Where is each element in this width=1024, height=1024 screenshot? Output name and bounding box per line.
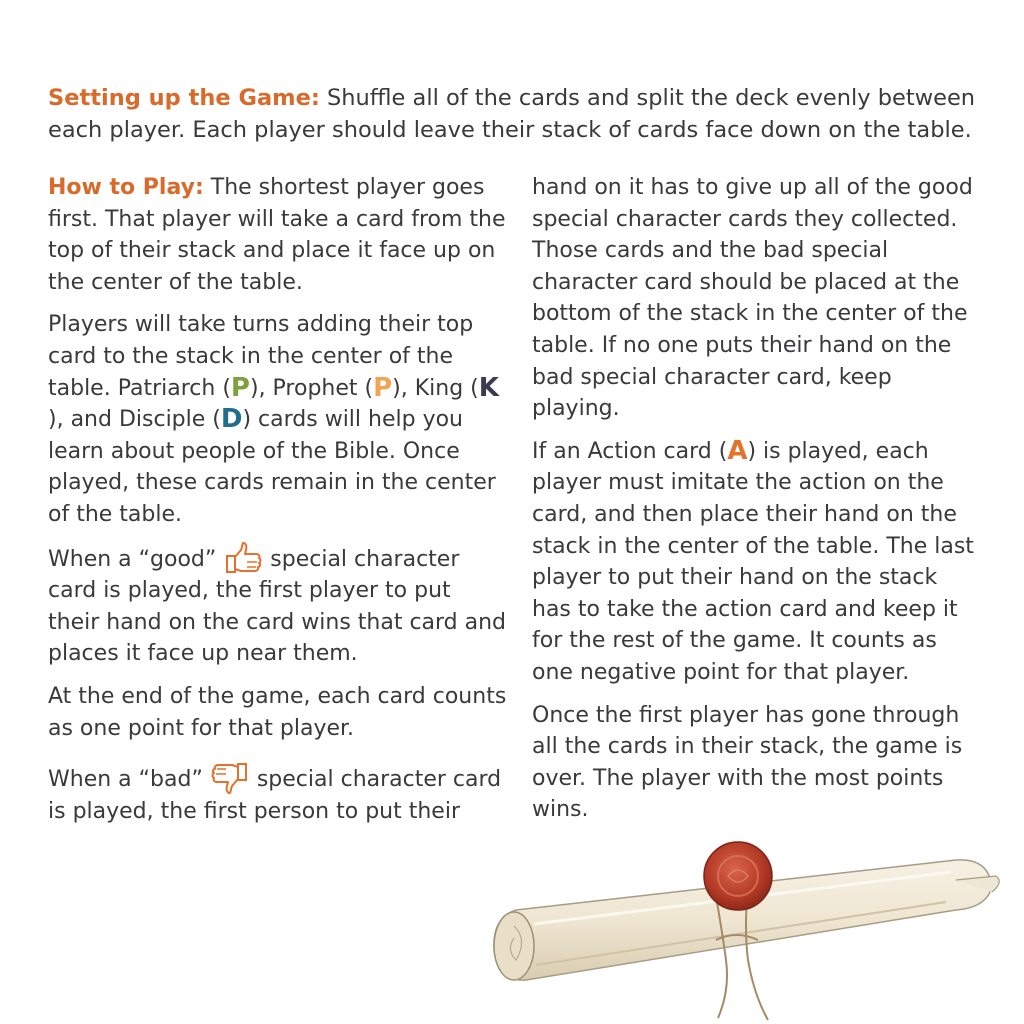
bad-card-paragraph xyxy=(48,762,508,827)
card-types-text-5: ) cards will help you learn about people of the Bible. Once played, these cards remain in the center of the table. xyxy=(48,407,496,527)
good-card-paragraph xyxy=(48,542,508,670)
prophet-letter: P xyxy=(373,372,393,403)
how-to-play-paragraph xyxy=(48,172,508,298)
action-card-text-2: ) is played, each player must imitate the action on the card, and then place their hand on the stack in the center of the table. The last player to put their hand on the stack has to take the action card and keep it for the rest of the game. It counts as one negative point for that player. xyxy=(532,438,974,685)
card-types-text-4: ), and Disciple ( xyxy=(48,407,221,433)
bad-card-continued-paragraph: hand on it has to give up all of the good special character cards they collected. Those cards and the bad special character card should be placed at the bottom of the stack in the center of the table. If no one puts their hand on the bad special character card, keep playing. xyxy=(532,175,973,422)
how-to-play-text: The shortest player goes first. That player will take a card from the top of their stack and place it face up on the center of the table. xyxy=(48,175,506,295)
bad-card-text-2: special character card is played, the first person to put their xyxy=(48,767,502,824)
points-paragraph: At the end of the game, each card counts as one point for that player. xyxy=(48,683,507,741)
card-types-text-3: ), King ( xyxy=(392,375,479,401)
game-over-paragraph: Once the first player has gone through all the cards in their stack, the game is over. The player with the most points wins. xyxy=(532,702,963,823)
action-card-text-1: If an Action card ( xyxy=(532,438,728,464)
good-card-text-2: special character card is played, the first player to put their hand on the card wins that card and places it face up near them. xyxy=(48,546,507,667)
setup-paragraph xyxy=(48,82,978,146)
card-types-text-1: Players will take turns adding their top card to the stack in the center of the table. Patriarch ( xyxy=(48,312,474,401)
disciple-letter: D xyxy=(220,404,243,435)
thumbs-down-icon xyxy=(210,762,250,794)
left-column xyxy=(48,172,508,838)
card-types-text-2: ), Prophet ( xyxy=(249,375,374,401)
scroll-illustration xyxy=(486,790,1006,1024)
king-letter: K xyxy=(478,372,499,403)
good-card-text-1: When a “good” xyxy=(48,546,224,572)
setup-heading: Setting up the Game: xyxy=(48,85,320,111)
right-column xyxy=(532,172,982,837)
how-to-play-heading: How to Play: xyxy=(48,175,204,200)
action-card-paragraph xyxy=(532,436,982,689)
thumbs-up-icon xyxy=(223,542,263,574)
setup-text: Shuffle all of the cards and split the deck evenly between each player. Each player should leave their stack of cards face down on the table. xyxy=(48,85,976,143)
bad-card-text-1: When a “bad” xyxy=(48,767,210,793)
action-letter: A xyxy=(727,435,748,466)
patriarch-letter: P xyxy=(230,372,250,403)
card-types-paragraph xyxy=(48,309,508,530)
